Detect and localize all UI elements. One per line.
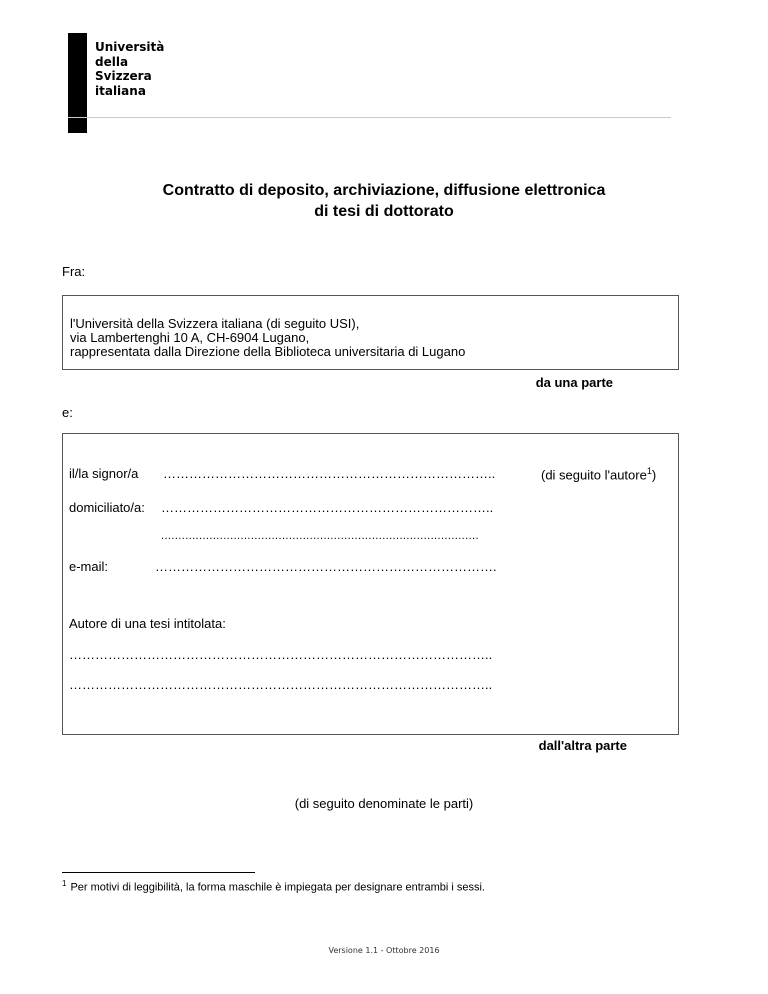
footnote xyxy=(62,879,485,894)
logo-line: Svizzera xyxy=(95,69,152,83)
domicilio-field[interactable]: ………………………………………………………………….. xyxy=(161,500,494,515)
logo-bar xyxy=(68,33,87,133)
domicilio-label: domiciliato/a: xyxy=(69,500,145,515)
fra-label: Fra: xyxy=(62,264,86,279)
header-divider xyxy=(68,117,671,118)
document-title-line-2: di tesi di dottorato xyxy=(314,203,454,220)
university-logo xyxy=(95,40,164,98)
tesi-title-field[interactable]: …………………………………………………………………………………….. xyxy=(69,647,493,662)
logo-line: Università xyxy=(95,40,165,54)
e-label: e: xyxy=(62,405,73,420)
party1-line: via Lambertenghi 10 A, CH-6904 Lugano, xyxy=(70,330,310,345)
party2-role: dall'altra parte xyxy=(538,738,627,753)
logo-line: della xyxy=(95,54,129,69)
footnote-number: 1 xyxy=(62,879,67,888)
parties-note: (di seguito denominate le parti) xyxy=(294,796,474,811)
footnote-ref: 1 xyxy=(646,466,652,476)
version-footer: Versione 1.1 - Ottobre 2016 xyxy=(328,946,440,955)
email-field[interactable]: ……………………………………………………………………. xyxy=(155,559,497,574)
document-title-line-1: Contratto di deposito, archiviazione, diffusione elettronica xyxy=(162,182,606,199)
party1-role: da una parte xyxy=(535,375,613,390)
party1-line: l'Università della Svizzera italiana (di seguito USI), xyxy=(70,316,360,331)
signor-label: il/la signor/a xyxy=(69,466,139,481)
party1-box xyxy=(62,295,679,370)
party2-box xyxy=(62,433,679,735)
domicilio-field-line-2[interactable]: ............................................................................................ xyxy=(161,530,479,542)
footnote-divider xyxy=(62,872,255,873)
signor-field[interactable]: ………………………………………………………………….. xyxy=(163,466,496,481)
logo-line: italiana xyxy=(95,83,146,98)
signor-close: ) xyxy=(651,467,657,483)
signor-suffix xyxy=(541,466,656,482)
tesi-label: Autore di una tesi intitolata: xyxy=(69,616,226,631)
tesi-title-field-line-2[interactable]: …………………………………………………………………………………….. xyxy=(69,677,493,692)
signor-suffix-text: (di seguito l'autore xyxy=(541,467,647,483)
party1-line: rappresentata dalla Direzione della Biblioteca universitaria di Lugano xyxy=(70,344,466,359)
email-label: e-mail: xyxy=(69,559,109,574)
footnote-text: Per motivi di leggibilità, la forma maschile è impiegata per designare entrambi i sessi. xyxy=(70,881,485,894)
